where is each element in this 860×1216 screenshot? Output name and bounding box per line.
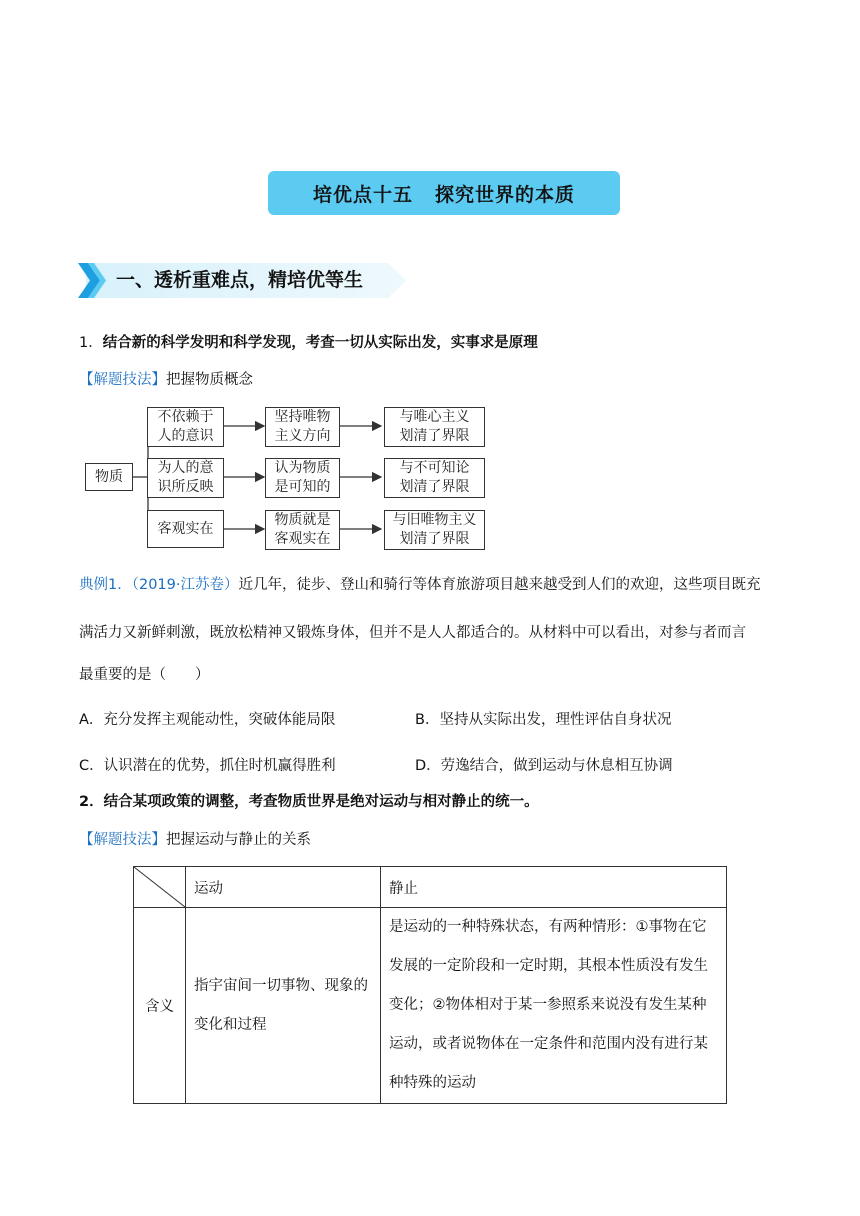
flowchart-row2-col1: 为人的意 识所反映 [147,458,224,498]
flowchart-root: 物质 [85,463,133,491]
diagonal-line-icon [134,867,185,907]
table-header-rest: 静止 [381,867,727,908]
option-d: D．劳逸结合，做到运动与休息相互协调 [415,758,673,774]
table-cell-rest: 是运动的一种特殊状态，有两种情形：①事物在它 发展的一定阶段和一定时期，其根本性质没有发生 变化；②物体相对于某一参照系来说没有发生某种 运动，或者说物体在一定条件和范围内没有进行某 种特殊的运动 [381,908,727,1104]
example-source: （2019·江苏卷） [131,577,239,593]
example1-line3: 最重要的是（ ） [79,667,210,683]
tip-tag: 【解题技法】 [79,372,166,388]
table-header-row [134,867,727,908]
flowchart-row1-col2: 坚持唯物 主义方向 [265,407,340,447]
table-row [134,908,727,1104]
item2-heading: 2．结合某项政策的调整，考查物质世界是绝对运动与相对静止的统一。 [79,794,539,810]
example1-line2: 满活力又新鲜刺激，既放松精神又锻炼身体，但并不是人人都适合的。从材料中可以看出，对参与者而言 [79,625,746,641]
table-row-label: 含义 [134,908,186,1104]
table-corner-cell [134,867,186,908]
flowchart-row1-col1: 不依赖于 人的意识 [147,407,224,447]
example1-line1: 典例1．（2019·江苏卷）近几年，徒步、登山和骑行等体育旅游项目越来越受到人们的欢迎，这些项目既充 [79,577,761,593]
title-part1: 培优点十五 [312,183,413,206]
option-b: B．坚持从实际出发，理性评估自身状况 [415,712,672,728]
tip-text: 把握运动与静止的关系 [166,832,311,848]
flowchart-row2-col3: 与不可知论 划清了界限 [384,458,485,498]
table-header-motion: 运动 [186,867,381,908]
motion-rest-table [133,866,727,1104]
flowchart-row2-col2: 认为物质 是可知的 [265,458,340,498]
item1-heading-text: 结合新的科学发明和科学发现，考查一切从实际出发，实事求是原理 [102,335,538,351]
option-c: C．认识潜在的优势，抓住时机赢得胜利 [79,758,336,774]
tip-tag: 【解题技法】 [79,832,166,848]
item1-number: 1． [79,335,103,351]
tip-text: 把握物质概念 [166,372,253,388]
flowchart [0,0,860,560]
flowchart-row3-col1: 客观实在 [147,510,224,548]
option-a: A．充分发挥主观能动性，突破体能局限 [79,712,336,728]
section-title: 一、透析重难点，精培优等生 [116,269,364,291]
flowchart-row3-col3: 与旧唯物主义 划清了界限 [384,510,485,550]
flowchart-row3-col2: 物质就是 客观实在 [265,510,340,550]
example-label: 典例1． [79,577,132,593]
table-cell-motion: 指宇宙间一切事物、现象的 变化和过程 [186,908,381,1104]
flowchart-row1-col3: 与唯心主义 划清了界限 [384,407,485,447]
title-part2: 探究世界的本质 [435,183,576,206]
item2-tip [79,830,311,850]
